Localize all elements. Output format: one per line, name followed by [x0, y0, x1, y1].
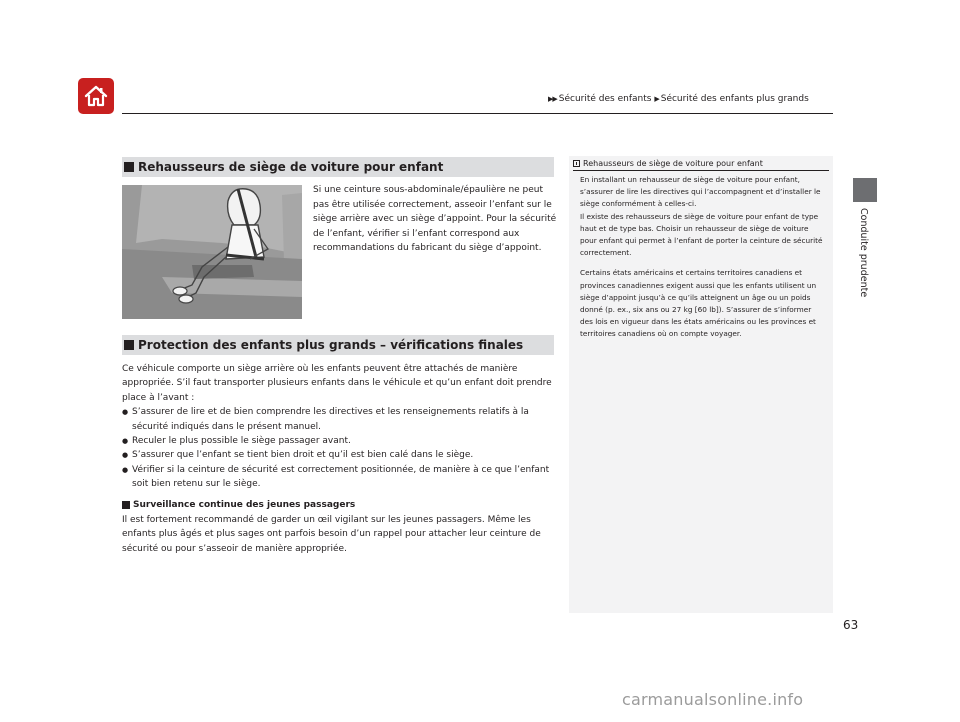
note-rule: [573, 170, 829, 171]
list-item: ● S’assurer que l’enfant se tient bien droit et qu’il est bien calé dans le siège.: [122, 448, 560, 462]
note-title: Rehausseurs de siège de voiture pour enfant: [583, 159, 763, 168]
note-paragraph: Il existe des rehausseurs de siège de voiture pour enfant de type haut et de type bas. Choisir un rehausseur de siège de voiture pour enfant qui permet à l’enfant de porter la ceinture de sécurité correctement.: [580, 211, 823, 258]
note-paragraph: Certains états américains et certains territoires canadiens et provinces canadiennes exigent aussi que les enfants utilisent un siège d’appoint jusqu’à ce qu’ils atteignent un âge ou un poids donné (p. ex., six ans ou 27 kg [60 lb]). S’assurer de s’informer des lois en vigueur dans les états américains ou les provinces et territoires canadiens où on compte voyager.: [580, 268, 817, 339]
list-item: ● Reculer le plus possible le siège passager avant.: [122, 434, 560, 448]
subsection-marker-icon: [122, 501, 130, 509]
home-icon: [83, 84, 109, 108]
subsection-title: Surveillance continue des jeunes passagers: [133, 500, 356, 510]
final-checks-list: [122, 405, 560, 491]
section-header-booster-seats: [122, 157, 554, 177]
child-in-booster-image: [122, 185, 302, 319]
section-header-final-checks: [122, 335, 554, 355]
booster-seat-illustration: [122, 185, 302, 319]
list-item: ● S’assurer de lire et de bien comprendre les directives et les renseignements relatifs à la sécurité indiqués dans le présent manuel.: [122, 405, 560, 434]
section-title: Rehausseurs de siège de voiture pour enfant: [138, 160, 444, 174]
booster-seat-paragraph: Si une ceinture sous-abdominale/épaulière ne peut pas être utilisée correctement, asseoir l’enfant sur le siège arrière avec un siège d’appoint. Pour la sécurité de l’enfant, vérifier si l’enfant correspond aux recommandations du fabricant du siège d’appoint.: [313, 185, 557, 254]
subsection-header: [122, 500, 355, 510]
section-marker-icon: [124, 162, 134, 172]
breadcrumb: [548, 94, 809, 104]
breadcrumb-item-older-children[interactable]: Sécurité des enfants plus grands: [660, 94, 809, 104]
breadcrumb-arrow-icon: ▶▶: [548, 95, 557, 103]
section-marker-icon: [124, 340, 134, 350]
final-checks-body: [122, 362, 560, 492]
breadcrumb-item-child-safety[interactable]: Sécurité des enfants: [558, 94, 652, 104]
header-rule: [122, 113, 833, 114]
note-body: [580, 174, 826, 341]
breadcrumb-arrow-icon: ▶: [654, 95, 659, 103]
section-title: Protection des enfants plus grands – vérifications finales: [138, 338, 524, 352]
note-header: [573, 159, 763, 168]
final-checks-intro: Ce véhicule comporte un siège arrière où les enfants peuvent être attachés de manière appropriée. S’il faut transporter plusieurs enfants dans le véhicule et qu’un enfant doit prendre place à l’avant :: [122, 364, 552, 403]
supervision-paragraph: Il est fortement recommandé de garder un œil vigilant sur les jeunes passagers. Même les enfants plus âgés et plus sages ont parfois besoin d’un rappel pour attacher leur ceinture de sécurité ou pour s’asseoir de manière appropriée.: [122, 515, 541, 554]
chapter-label: Conduite prudente: [858, 208, 869, 298]
watermark: carmanualsonline.info: [622, 690, 804, 709]
list-item: ● Vérifier si la ceinture de sécurité est correctement positionnée, de manière à ce que l’enfant soit bien retenu sur le siège.: [122, 463, 560, 492]
note-paragraph: En installant un rehausseur de siège de voiture pour enfant, s’assurer de lire les directives qui l’accompagnent et d’installer le siège conformément à celles-ci.: [580, 175, 821, 209]
home-button[interactable]: [78, 78, 114, 114]
page-number: 63: [843, 618, 859, 632]
note-info-icon: [573, 160, 580, 167]
chapter-tab[interactable]: [853, 178, 877, 202]
